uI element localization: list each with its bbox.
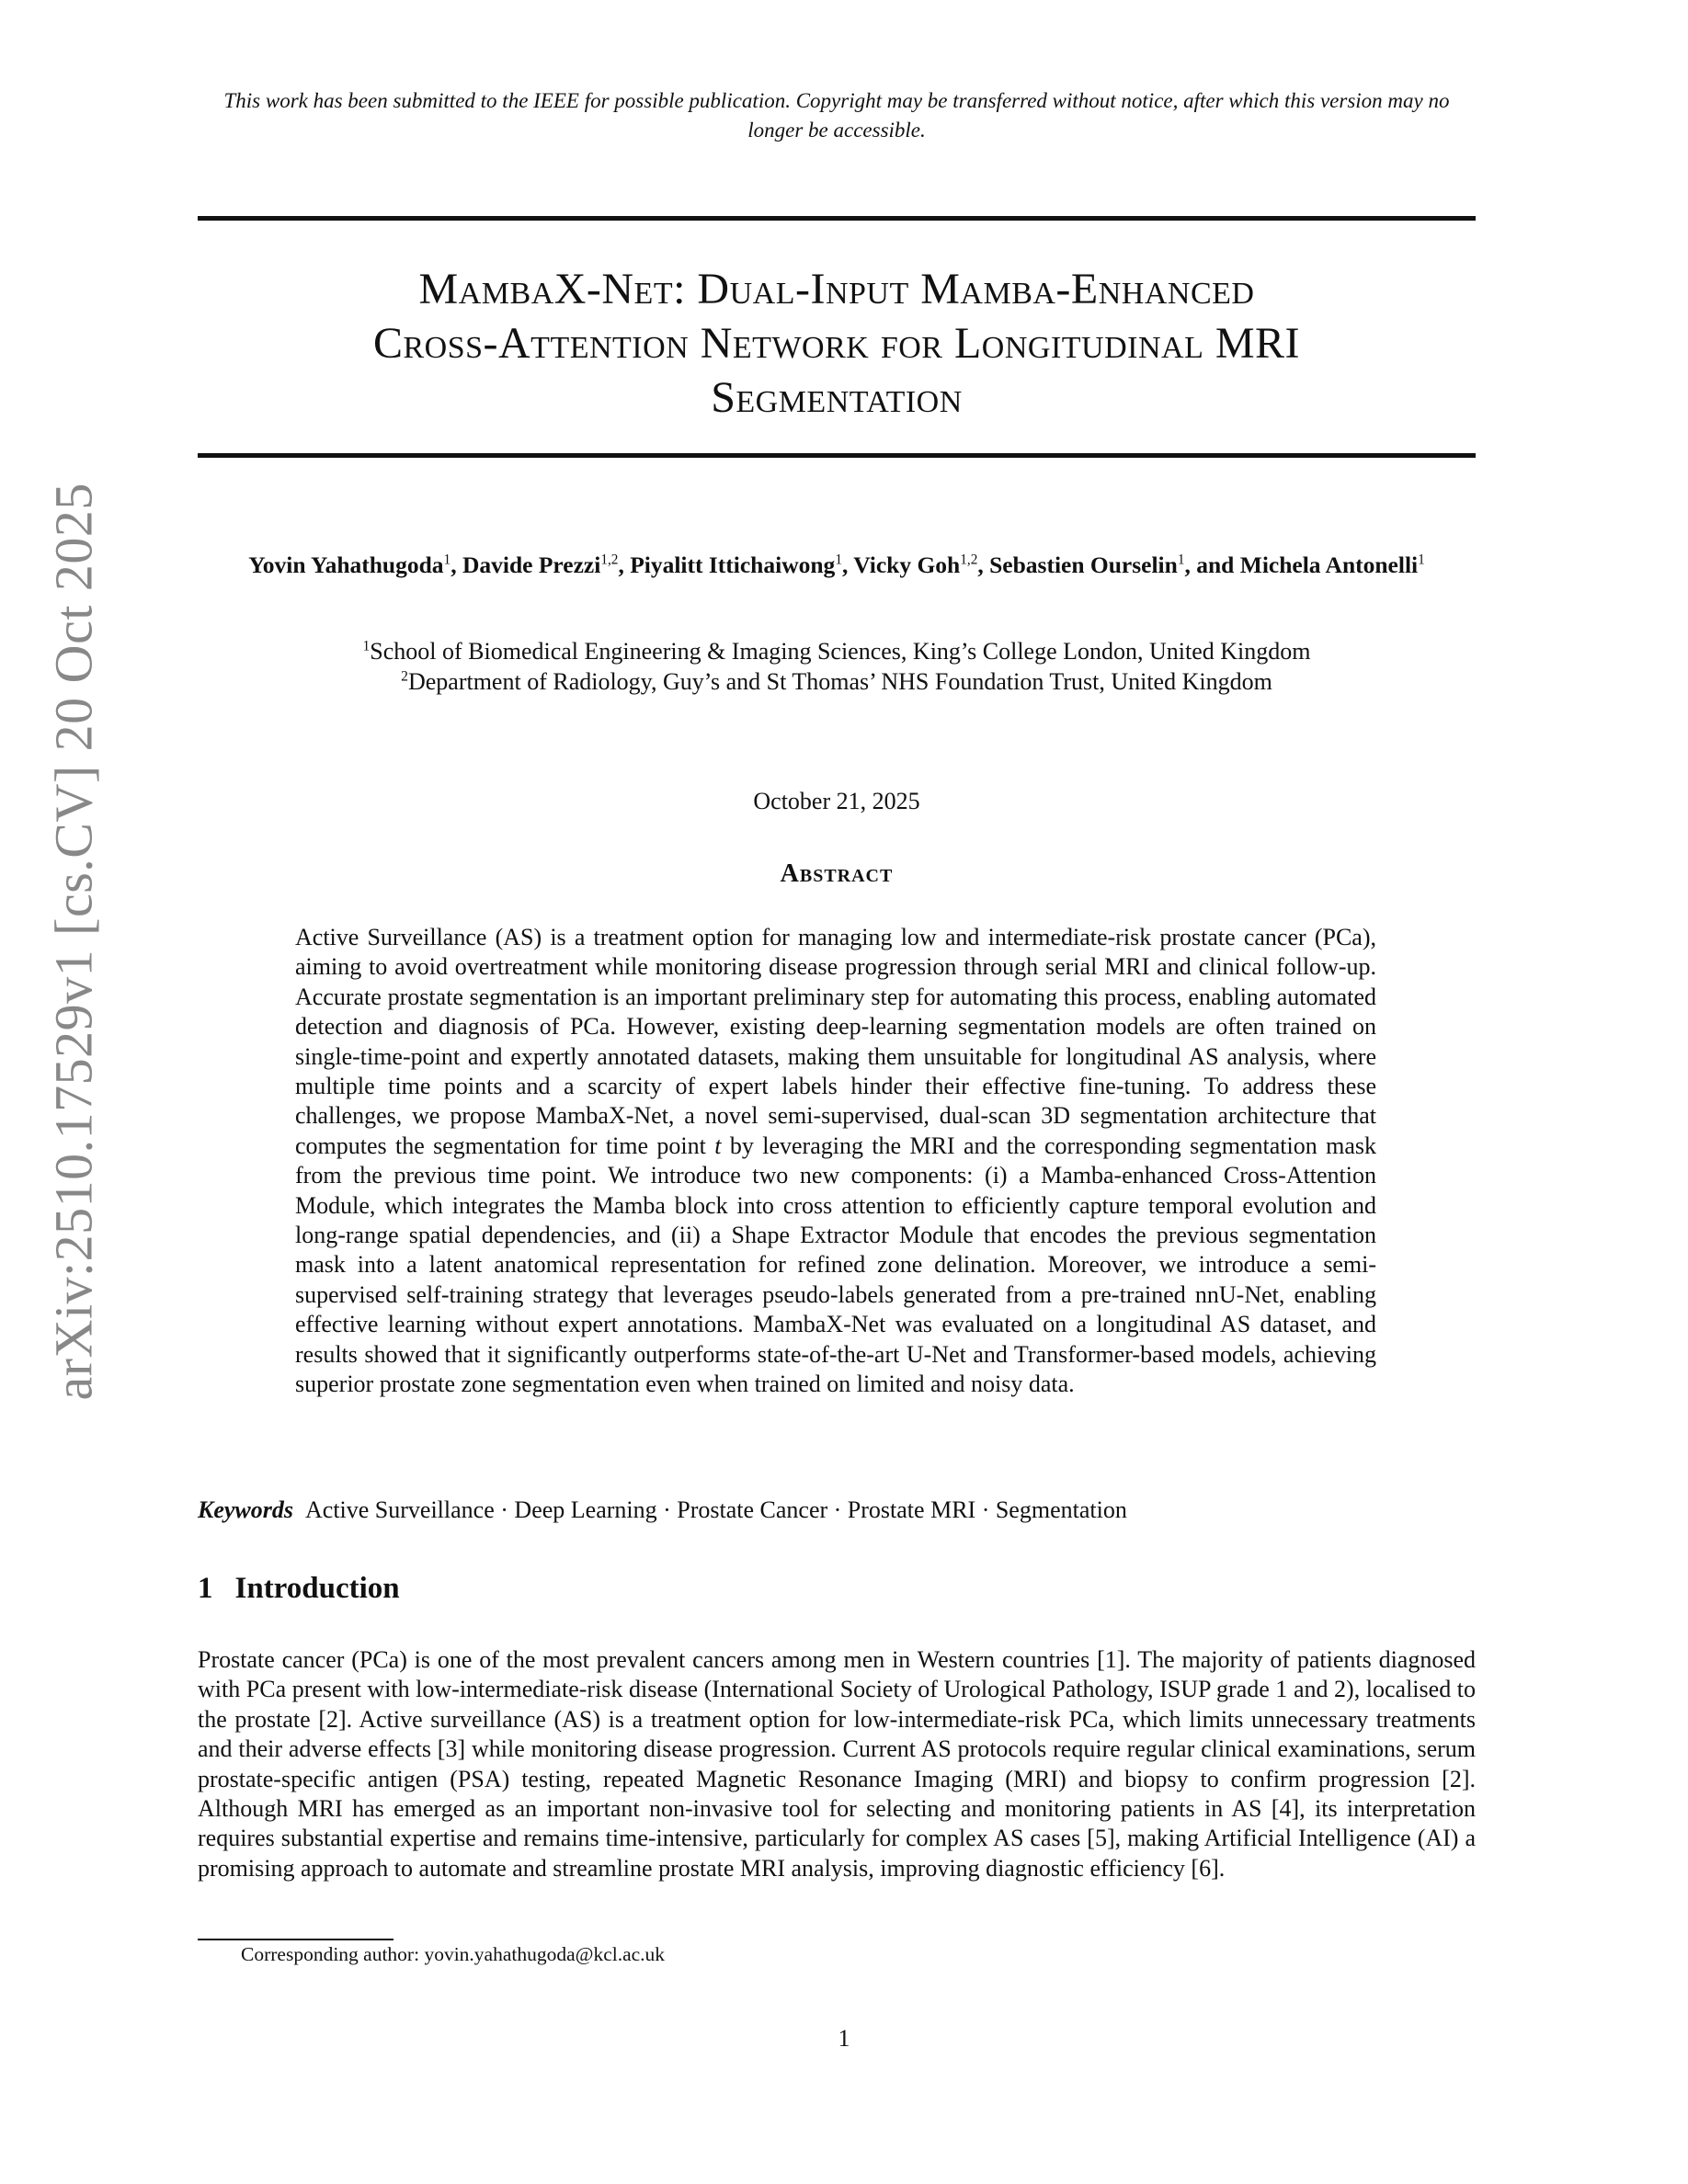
author-affiliation: 1,2 [960,552,978,568]
abstract-body [295,923,1376,1400]
footnote-rule [198,1939,393,1940]
section-title: Introduction [234,1572,400,1605]
title-line: Cross-Attention Network for Longitudinal MRI [372,319,1301,368]
author-affiliation: 1 [1177,552,1185,568]
author-list: Yovin Yahathugoda$^1$, Davide Prezzi$^{1,2}$, Piyalitt Ittichaiwong$^1$, Vicky Goh$^{1,2}$, Sebastien Ourselin$^1$, and Michela Antonelli$^1$ [248,552,1425,578]
page-number: 1 [838,2025,850,2052]
section-number: 1 [198,1572,213,1605]
keywords-list: Active Surveillance · Deep Learning · Prostate Cancer · Prostate MRI · Segmentation [305,1496,1127,1523]
affiliation [198,636,1476,666]
affiliation [198,666,1476,697]
submission-notice: This work has been submitted to the IEEE for possible publication. Copyright may be transferred without notice, after which this version may no longer be accessible. [223,89,1450,142]
abstract-math-t: t [714,1132,722,1159]
keywords [198,1496,1476,1524]
author-affiliation: 1 [443,552,451,568]
abstract-heading: Abstract [780,859,894,888]
title-line: Segmentation [711,373,963,422]
paper-date: October 21, 2025 [753,788,920,814]
author-name: Davide Prezzi [462,552,601,578]
author-name: Yovin Yahathugoda [248,552,444,578]
introduction-paragraph: Prostate cancer (PCa) is one of the most prevalent cancers among men in Western countries [1]. The majority of patients diagnosed with PCa present with low-intermediate-risk disease (International Society of Urological Pathology, ISUP grade 1 and 2), localised to the prostate [2]. Active surveillance (AS) is a treatment option for low-intermediate-risk PCa, which limits unnecessary treatments and their adverse effects [3] while monitoring disease progression. Current AS protocols require regular clinical examinations, serum prostate-specific antigen (PSA) testing, repeated Magnetic Resonance Imaging (MRI) and biopsy to confirm progression [2]. Although MRI has emerged as an important non-invasive tool for selecting and monitoring patients in AS [4], its interpretation requires substantial expertise and remains time-intensive, particularly for complex AS cases [5], making Artificial Intelligence (AI) a promising approach to automate and streamline prostate MRI analysis, improving diagnostic efficiency [6]. [198,1646,1476,1882]
author-name: Michela Antonelli [1239,552,1419,578]
author-affiliation: 1,2 [600,552,619,568]
author-name: Sebastien Ourselin [989,552,1178,578]
abstract-text: by leveraging the MRI and the corresponding segmentation mask from the previous time point. We introduce two new components: (i) a Mamba-enhanced Cross-Attention Module, which integrates the Mamba block into cross attention to efficiently capture temporal evolution and long-range spatial dependencies, and (ii) a Shape Extractor Module that encodes the previous segmentation mask into a latent anatomical representation for refined zone delination. Moreover, we introduce a semi-supervised self-training strategy that leverages pseudo-labels generated from a pre-trained nnU-Net, enabling effective learning without expert annotations. MambaX-Net was evaluated on a longitudinal AS dataset, and results showed that it significantly outperforms state-of-the-art U-Net and Transformer-based models, achieving superior prostate zone segmentation even when trained on limited and noisy data. [295,1132,1376,1398]
abstract-text: Active Surveillance (AS) is a treatment option for managing low and intermediate-risk prostate cancer (PCa), aiming to avoid overtreatment while monitoring disease progression through serial MRI and clinical follow-up. Accurate prostate segmentation is an important preliminary step for automating this process, enabling automated detection and diagnosis of PCa. However, existing deep-learning segmentation models are often trained on single-time-point and expertly annotated datasets, making them unsuitable for longitudinal AS analysis, where multiple time points and a scarcity of expert labels hinder their effective fine-tuning. To address these challenges, we propose MambaX-Net, a novel semi-supervised, dual-scan 3D segmentation architecture that computes the segmentation for time point [295,924,1376,1159]
author-name: Vicky Goh [853,552,961,578]
keywords-label: Keywords [198,1496,293,1523]
affiliation-number: 1 [362,638,371,654]
section-heading [198,1572,422,1606]
arxiv-stamp: arXiv:2510.17529v1 [cs.CV] 20 Oct 2025 [43,483,104,1401]
author-conjunction: and [1196,552,1235,578]
affiliation-text: Department of Radiology, Guy’s and St Thomas’ NHS Foundation Trust, United Kingdom [407,668,1272,695]
affiliation-number: 2 [401,668,408,685]
top-rule [198,216,1476,221]
author-affiliation: 1 [1418,552,1425,568]
author-name: Piyalitt Ittichaiwong [630,552,836,578]
affiliations [198,636,1476,697]
author-affiliation: 1 [835,552,842,568]
title-bottom-rule [198,453,1476,458]
title-line: MambaX-Net: Dual-Input Mamba-Enhanced [418,265,1255,313]
paper-title [198,262,1476,425]
affiliation-text: School of Biomedical Engineering & Imaging Sciences, King’s College London, United Kingdom [370,638,1311,665]
footnote: Corresponding author: yovin.yahathugoda@kcl.ac.uk [241,1943,666,1965]
